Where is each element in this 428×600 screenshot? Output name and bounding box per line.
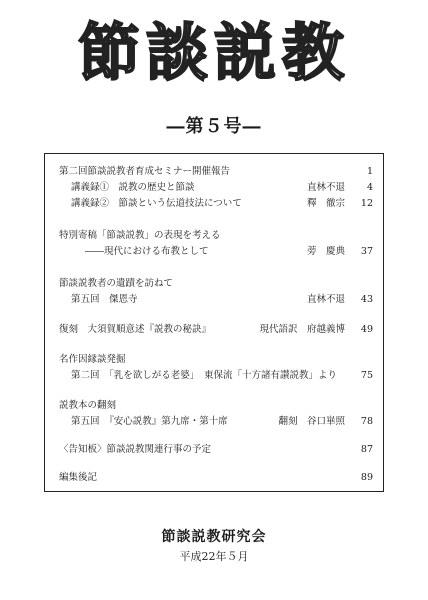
toc-entry-page: 1 — [366, 166, 373, 177]
toc-entry-page: 43 — [360, 294, 373, 305]
toc-entry-title: 復刻 大須賀順意述『説教の秘訣』 — [59, 324, 212, 335]
toc-entry-title: ――現代における布教として — [85, 246, 209, 257]
publication-date: 平成22年５月 — [179, 550, 249, 563]
toc-entry-page: 12 — [360, 198, 373, 209]
toc-entry-page: 87 — [360, 444, 373, 455]
publisher-name: 節談説教研究会 — [161, 529, 267, 545]
toc-entry-page: 89 — [360, 472, 373, 483]
journal-title: 節談説教 — [77, 16, 350, 89]
toc-entry-title: 第二回 「乳を欲しがる老婆」 東保流「十方諸有讃説教」より — [71, 370, 338, 381]
toc-entry-title: 第二回節談説教者育成セミナー開催報告 — [59, 166, 231, 177]
toc-entry-title: 〈告知板〉節談説教関連行事の予定 — [59, 444, 212, 455]
toc-entry-page: 75 — [360, 370, 373, 381]
toc-entry-author: 翻刻 谷口崋照 — [278, 416, 345, 427]
table-of-contents — [44, 153, 384, 492]
toc-entry-title: 講義録② 節談という伝道技法について — [71, 198, 242, 209]
toc-entry-author: 蒡 慶典 — [306, 246, 345, 257]
toc-entry-title: 節談説教者の遺蹟を訪ねて — [59, 278, 173, 289]
toc-entry-title: 講義録① 説教の歴史と節談 — [71, 182, 195, 193]
toc-entry-author: 直林不退 — [306, 182, 345, 193]
toc-entry-title: 第五回 傑恩寺 — [71, 294, 138, 305]
toc-entry-page: 78 — [360, 416, 373, 427]
toc-entry-title: 編集後記 — [59, 472, 98, 483]
toc-entry-page: 49 — [360, 324, 373, 335]
toc-entry-author: 釋 徹宗 — [306, 198, 345, 209]
toc-entry-author: 現代語訳 府越義博 — [259, 324, 345, 335]
toc-entry-page: 37 — [360, 246, 373, 257]
toc-entry-title: 特別寄稿「節談説教」の表現を考える — [59, 230, 221, 241]
toc-entry-author: 直林不退 — [306, 294, 345, 305]
toc-entry-title: 説教本の翻刻 — [59, 400, 117, 411]
toc-entry-title: 名作因縁談発掘 — [59, 354, 126, 365]
issue-number: ―第５号― — [166, 116, 262, 137]
toc-entry-title: 第五回 『安心説教』第九席・第十席 — [71, 416, 228, 427]
toc-entry-page: 4 — [366, 182, 373, 193]
